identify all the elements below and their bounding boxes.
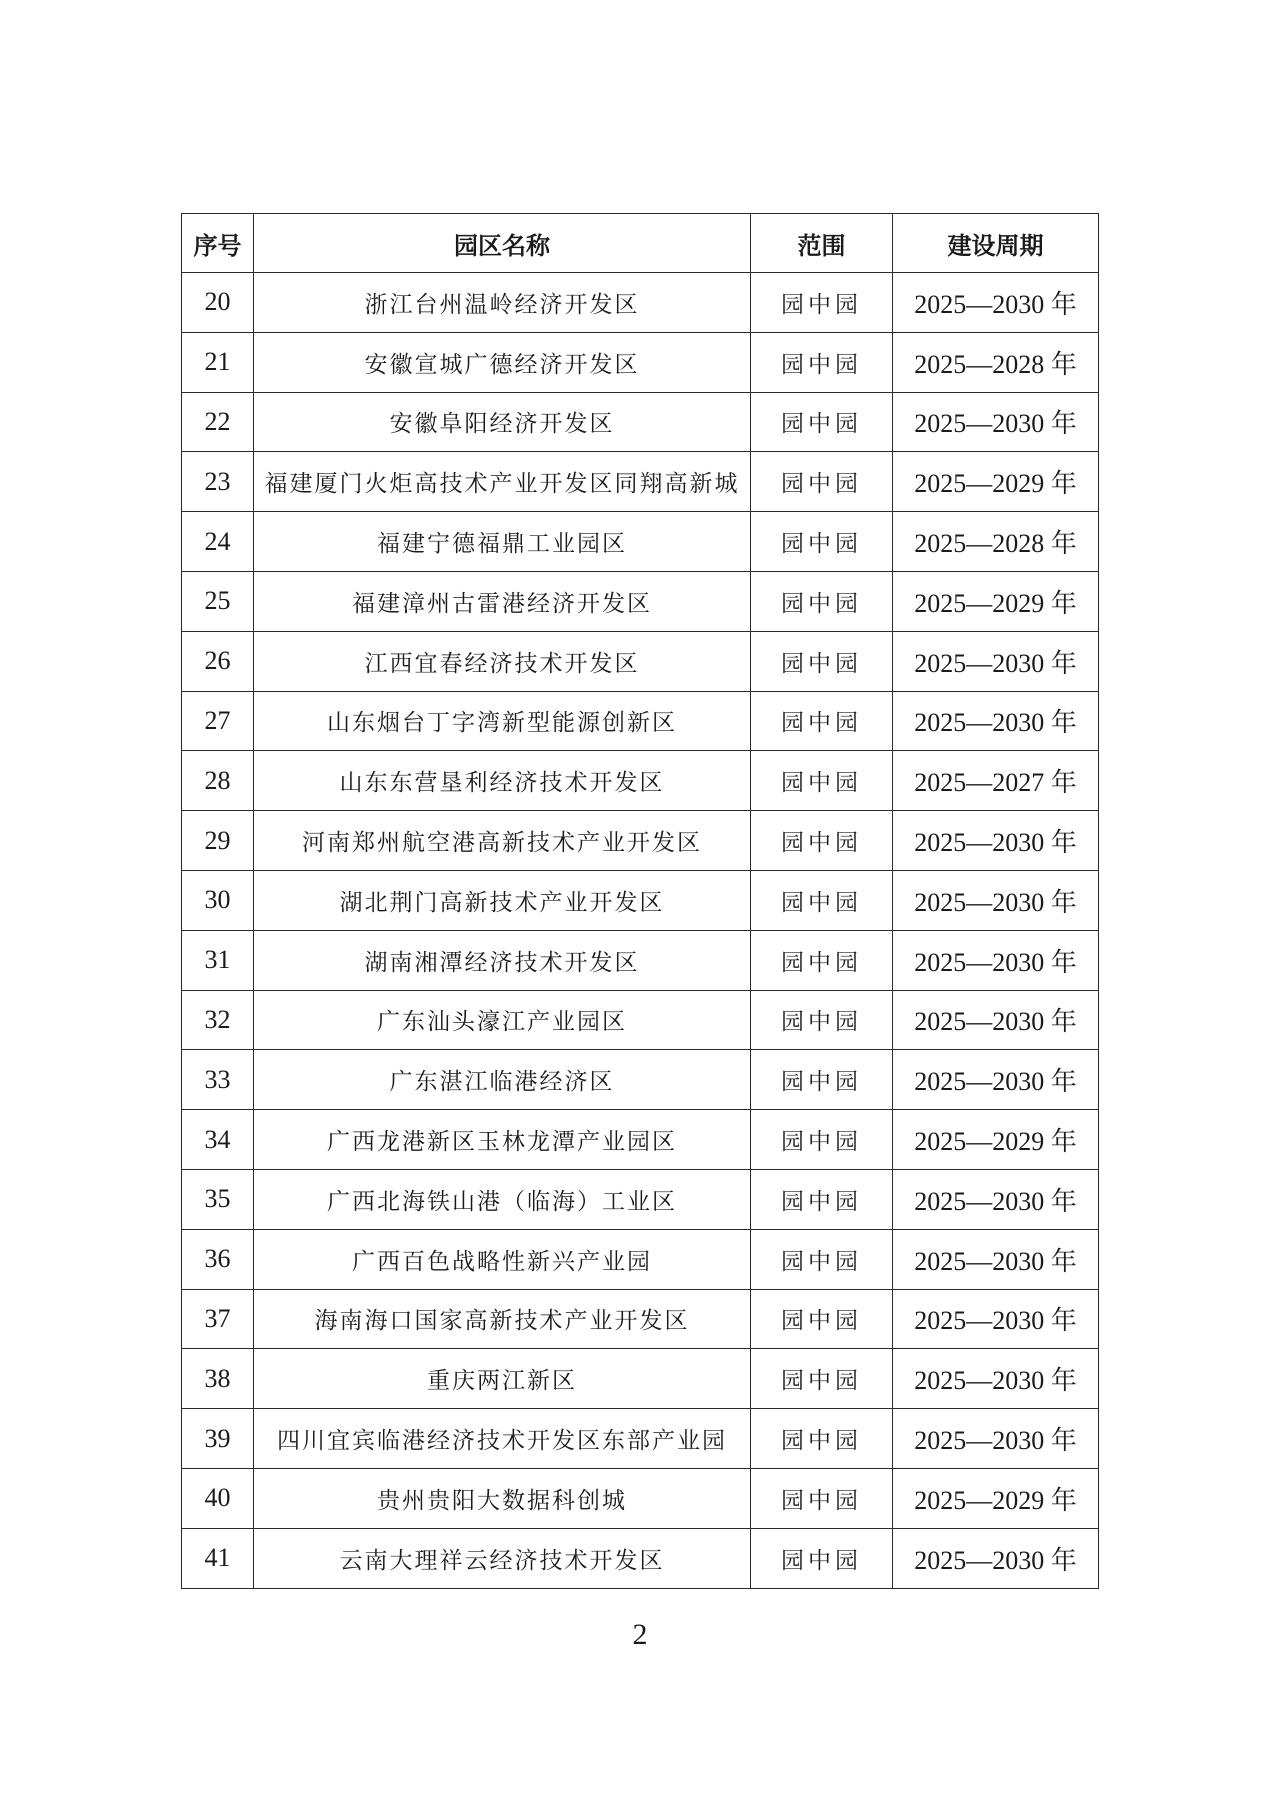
- table-row: [182, 1468, 1099, 1528]
- construction-period: 2025—2030 年: [893, 990, 1099, 1050]
- header-no: 序号: [182, 214, 254, 273]
- park-scope: 园中园: [751, 1229, 893, 1289]
- row-number: 39: [182, 1409, 254, 1469]
- park-name: 福建漳州古雷港经济开发区: [254, 571, 751, 631]
- park-scope: 园中园: [751, 870, 893, 930]
- park-name: 重庆两江新区: [254, 1349, 751, 1409]
- park-scope: 园中园: [751, 1349, 893, 1409]
- header-period: 建设周期: [893, 214, 1099, 273]
- table-row: [182, 332, 1099, 392]
- construction-period: 2025—2030 年: [893, 1409, 1099, 1469]
- park-name: 安徽阜阳经济开发区: [254, 392, 751, 452]
- row-number: 33: [182, 1050, 254, 1110]
- construction-period: 2025—2027 年: [893, 751, 1099, 811]
- park-scope: 园中园: [751, 631, 893, 691]
- construction-period: 2025—2030 年: [893, 1349, 1099, 1409]
- park-scope: 园中园: [751, 990, 893, 1050]
- park-scope: 园中园: [751, 452, 893, 512]
- table-row: [182, 751, 1099, 811]
- header-scope: 范围: [751, 214, 893, 273]
- construction-period: 2025—2030 年: [893, 811, 1099, 871]
- construction-period: 2025—2029 年: [893, 1110, 1099, 1170]
- park-scope: 园中园: [751, 691, 893, 751]
- table-row: [182, 930, 1099, 990]
- park-scope: 园中园: [751, 1110, 893, 1170]
- row-number: 27: [182, 691, 254, 751]
- park-name: 广西龙港新区玉林龙潭产业园区: [254, 1110, 751, 1170]
- park-name: 广东湛江临港经济区: [254, 1050, 751, 1110]
- table-row: [182, 571, 1099, 631]
- row-number: 32: [182, 990, 254, 1050]
- park-name: 安徽宣城广德经济开发区: [254, 332, 751, 392]
- table-row: [182, 1409, 1099, 1469]
- table-row: [182, 1528, 1099, 1588]
- construction-period: 2025—2030 年: [893, 1229, 1099, 1289]
- park-scope: 园中园: [751, 1289, 893, 1349]
- construction-period: 2025—2030 年: [893, 1050, 1099, 1110]
- row-number: 36: [182, 1229, 254, 1289]
- construction-period: 2025—2030 年: [893, 870, 1099, 930]
- row-number: 30: [182, 870, 254, 930]
- construction-period: 2025—2029 年: [893, 571, 1099, 631]
- table-row: [182, 1229, 1099, 1289]
- park-name: 海南海口国家高新技术产业开发区: [254, 1289, 751, 1349]
- row-number: 26: [182, 631, 254, 691]
- table-row: [182, 1349, 1099, 1409]
- row-number: 35: [182, 1169, 254, 1229]
- construction-period: 2025—2029 年: [893, 1468, 1099, 1528]
- table-header: [182, 214, 1099, 273]
- park-scope: 园中园: [751, 332, 893, 392]
- park-scope: 园中园: [751, 273, 893, 333]
- park-name: 四川宜宾临港经济技术开发区东部产业园: [254, 1409, 751, 1469]
- table-row: [182, 990, 1099, 1050]
- row-number: 22: [182, 392, 254, 452]
- park-name: 广东汕头濠江产业园区: [254, 990, 751, 1050]
- table-row: [182, 1289, 1099, 1349]
- row-number: 40: [182, 1468, 254, 1528]
- table-row: [182, 1169, 1099, 1229]
- park-scope: 园中园: [751, 1050, 893, 1110]
- park-name: 山东东营垦利经济技术开发区: [254, 751, 751, 811]
- table-row: [182, 1110, 1099, 1170]
- construction-period: 2025—2030 年: [893, 691, 1099, 751]
- row-number: 37: [182, 1289, 254, 1349]
- park-name: 广西北海铁山港（临海）工业区: [254, 1169, 751, 1229]
- row-number: 38: [182, 1349, 254, 1409]
- park-name: 浙江台州温岭经济开发区: [254, 273, 751, 333]
- park-name: 福建厦门火炬高技术产业开发区同翔高新城: [254, 452, 751, 512]
- construction-period: 2025—2030 年: [893, 392, 1099, 452]
- park-name: 贵州贵阳大数据科创城: [254, 1468, 751, 1528]
- park-name: 福建宁德福鼎工业园区: [254, 512, 751, 572]
- header-name: 园区名称: [254, 214, 751, 273]
- construction-period: 2025—2030 年: [893, 1528, 1099, 1588]
- table-row: [182, 691, 1099, 751]
- park-scope: 园中园: [751, 751, 893, 811]
- table-row: [182, 273, 1099, 333]
- table-row: [182, 631, 1099, 691]
- park-scope: 园中园: [751, 1468, 893, 1528]
- park-name: 山东烟台丁字湾新型能源创新区: [254, 691, 751, 751]
- row-number: 21: [182, 332, 254, 392]
- park-name: 河南郑州航空港高新技术产业开发区: [254, 811, 751, 871]
- construction-period: 2025—2030 年: [893, 1289, 1099, 1349]
- table-row: [182, 1050, 1099, 1110]
- park-scope: 园中园: [751, 1169, 893, 1229]
- construction-period: 2025—2028 年: [893, 512, 1099, 572]
- park-scope: 园中园: [751, 811, 893, 871]
- row-number: 25: [182, 571, 254, 631]
- header-row: [182, 214, 1099, 273]
- table-body: [182, 273, 1099, 1589]
- parks-table: [181, 213, 1099, 1589]
- park-scope: 园中园: [751, 930, 893, 990]
- row-number: 28: [182, 751, 254, 811]
- construction-period: 2025—2030 年: [893, 930, 1099, 990]
- row-number: 29: [182, 811, 254, 871]
- park-name: 江西宜春经济技术开发区: [254, 631, 751, 691]
- table-row: [182, 452, 1099, 512]
- construction-period: 2025—2029 年: [893, 452, 1099, 512]
- construction-period: 2025—2030 年: [893, 273, 1099, 333]
- table-row: [182, 392, 1099, 452]
- construction-period: 2025—2030 年: [893, 1169, 1099, 1229]
- row-number: 24: [182, 512, 254, 572]
- park-name: 云南大理祥云经济技术开发区: [254, 1528, 751, 1588]
- park-name: 广西百色战略性新兴产业园: [254, 1229, 751, 1289]
- park-scope: 园中园: [751, 571, 893, 631]
- park-scope: 园中园: [751, 1528, 893, 1588]
- construction-period: 2025—2030 年: [893, 631, 1099, 691]
- table-row: [182, 512, 1099, 572]
- table-row: [182, 811, 1099, 871]
- row-number: 31: [182, 930, 254, 990]
- table-row: [182, 870, 1099, 930]
- row-number: 20: [182, 273, 254, 333]
- park-name: 湖北荆门高新技术产业开发区: [254, 870, 751, 930]
- park-name: 湖南湘潭经济技术开发区: [254, 930, 751, 990]
- row-number: 34: [182, 1110, 254, 1170]
- row-number: 41: [182, 1528, 254, 1588]
- page-number: 2: [632, 1618, 648, 1651]
- park-scope: 园中园: [751, 1409, 893, 1469]
- park-scope: 园中园: [751, 512, 893, 572]
- construction-period: 2025—2028 年: [893, 332, 1099, 392]
- row-number: 23: [182, 452, 254, 512]
- park-scope: 园中园: [751, 392, 893, 452]
